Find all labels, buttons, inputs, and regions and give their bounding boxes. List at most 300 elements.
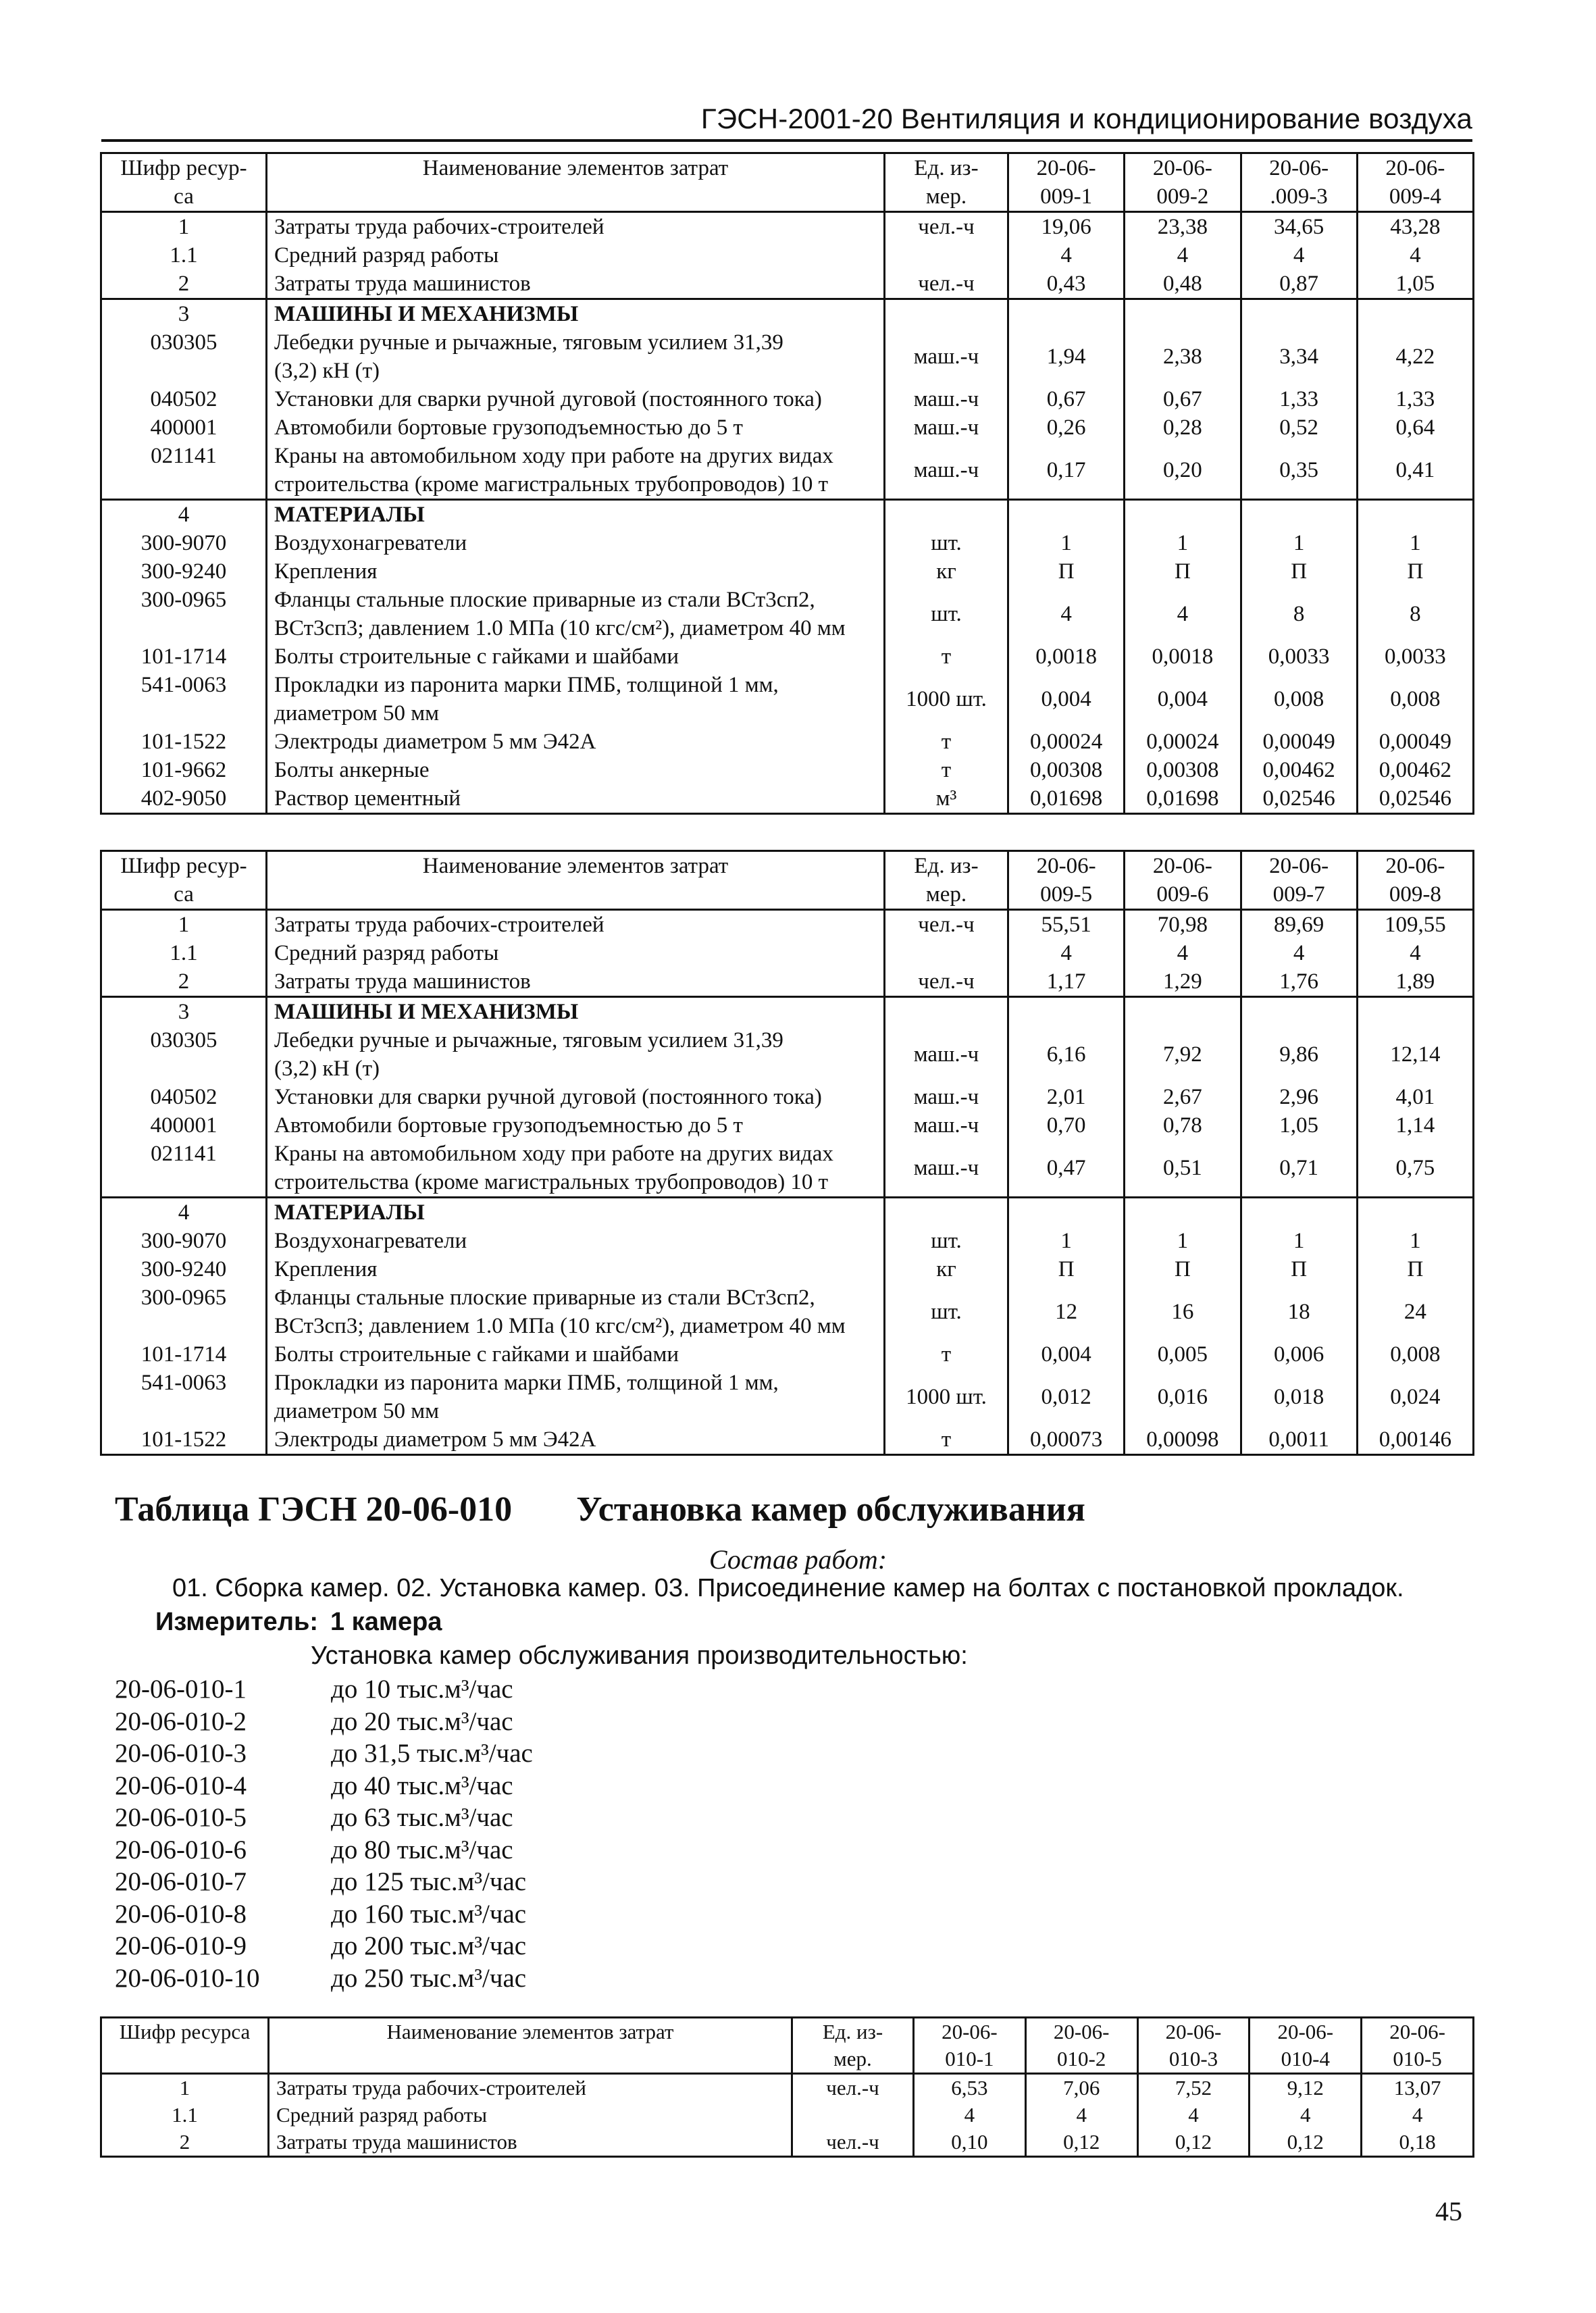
- text-line: Раствор цементный: [274, 786, 461, 811]
- norm-value: 0,006: [1241, 1340, 1357, 1369]
- header-norm-code: [1357, 851, 1473, 910]
- table-row: [101, 728, 1474, 756]
- norm-value: 6,16: [1008, 1026, 1125, 1083]
- text-line: 20-06-: [1269, 854, 1329, 878]
- empty-cell: [885, 997, 1008, 1027]
- norm-value: 55,51: [1008, 910, 1125, 940]
- norm-value: 0,43: [1008, 270, 1125, 299]
- resource-code: 400001: [101, 1111, 267, 1140]
- norm-value: 0,00146: [1357, 1425, 1473, 1455]
- norm-value: 4,01: [1357, 1083, 1473, 1111]
- resource-code: 040502: [101, 1083, 267, 1111]
- norm-value: 4: [1137, 2102, 1250, 2129]
- norm-value: 1,89: [1357, 967, 1473, 997]
- meter-label: Измеритель:: [155, 1608, 318, 1636]
- norm-value: 13,07: [1362, 2074, 1474, 2102]
- norm-value: 0,0033: [1357, 642, 1473, 671]
- norm-value: 4: [1357, 939, 1473, 967]
- text-line: 20-06-: [1385, 854, 1445, 878]
- section-title: МАТЕРИАЛЫ: [267, 500, 885, 530]
- resource-code: 101-1522: [101, 728, 267, 756]
- text-line: Болты строительные с гайками и шайбами: [274, 644, 679, 669]
- text-line: 010-3: [1168, 2047, 1218, 2070]
- text-line: Шифр ресур-: [120, 156, 247, 180]
- resource-name: [267, 756, 885, 784]
- resource-name: [267, 557, 885, 586]
- text-line: Воздухонагреватели: [274, 1229, 467, 1253]
- table-row: [101, 1283, 1474, 1340]
- norm-value: 9,12: [1250, 2074, 1362, 2102]
- text-line: Лебедки ручные и рычажные, тяговым усилием 31,39: [274, 330, 783, 355]
- norm-value: 9,86: [1241, 1026, 1357, 1083]
- norm-value: 4: [1025, 2102, 1137, 2129]
- norm-value: 1,17: [1008, 967, 1125, 997]
- page-number: 45: [1435, 2196, 1462, 2227]
- norm-value: 0,004: [1125, 671, 1241, 728]
- resource-code: 2: [101, 967, 267, 997]
- resource-code: 1: [101, 2074, 269, 2102]
- header-unit: [885, 851, 1008, 910]
- text-line: 20-06-: [1152, 854, 1212, 878]
- norm-value: П: [1125, 557, 1241, 586]
- norm-value: 3,34: [1241, 328, 1357, 385]
- norm-value: 0,87: [1241, 270, 1357, 299]
- text-line: диаметром 50 мм: [274, 701, 439, 726]
- norm-value: 23,38: [1125, 212, 1241, 242]
- resource-name: [267, 241, 885, 270]
- norm-value: 0,00462: [1357, 756, 1473, 784]
- text-line: Затраты труда рабочих-строителей: [274, 215, 604, 239]
- norm-value: 89,69: [1241, 910, 1357, 940]
- header-row: [101, 851, 1474, 910]
- norm-value: 7,92: [1125, 1026, 1241, 1083]
- norm-value: 0,20: [1125, 442, 1241, 500]
- capacity-code: 20-06-010-3: [115, 1739, 247, 1768]
- text-line: Прокладки из паронита марки ПМБ, толщиной 1 мм,: [274, 673, 779, 697]
- resource-name: [267, 1026, 885, 1083]
- resource-code: 300-9070: [101, 1227, 267, 1255]
- text-line: Затраты труда машинистов: [276, 2130, 517, 2154]
- unit: шт.: [885, 1283, 1008, 1340]
- unit: [792, 2102, 914, 2129]
- resource-code: 101-1522: [101, 1425, 267, 1455]
- resource-code: 040502: [101, 385, 267, 413]
- norm-value: 4: [1008, 939, 1125, 967]
- capacity-item: [115, 1931, 533, 1963]
- text-line: 20-06-: [1036, 854, 1096, 878]
- capacity-item: [115, 1771, 533, 1803]
- resource-name: [267, 1369, 885, 1425]
- resource-code: 300-9070: [101, 529, 267, 557]
- empty-cell: [1241, 997, 1357, 1027]
- text-line: Затраты труда машинистов: [274, 272, 531, 296]
- norm-value: 0,47: [1008, 1140, 1125, 1198]
- unit: маш.-ч: [885, 385, 1008, 413]
- resource-name: [267, 910, 885, 940]
- empty-cell: [1125, 500, 1241, 530]
- norm-value: 0,64: [1357, 413, 1473, 442]
- table-row: [101, 642, 1474, 671]
- norm-value: 0,70: [1008, 1111, 1125, 1140]
- table-row: [101, 270, 1474, 299]
- text-line: 20-06-: [1389, 2020, 1445, 2043]
- text-line: Ед. из-: [914, 854, 979, 878]
- header-unit: [792, 2018, 914, 2074]
- norm-value: 0,00073: [1008, 1425, 1125, 1455]
- norm-value: 6,53: [914, 2074, 1026, 2102]
- unit: м³: [885, 784, 1008, 814]
- norm-value: 0,26: [1008, 413, 1125, 442]
- resource-code: 1: [101, 910, 267, 940]
- capacity-item: [115, 1706, 533, 1739]
- unit: маш.-ч: [885, 1026, 1008, 1083]
- text-line: (3,2) кН (т): [274, 359, 380, 383]
- resource-code: 101-9662: [101, 756, 267, 784]
- norm-value: 24: [1357, 1283, 1473, 1340]
- resource-code: 2: [101, 270, 267, 299]
- unit: [885, 241, 1008, 270]
- norm-value: 7,52: [1137, 2074, 1250, 2102]
- table-row: [101, 529, 1474, 557]
- resource-name: [267, 642, 885, 671]
- resource-table-010-1-5: [100, 2016, 1474, 2158]
- unit: чел.-ч: [792, 2074, 914, 2102]
- norm-value: 0,00308: [1008, 756, 1125, 784]
- text-line: 010-4: [1281, 2047, 1330, 2070]
- norm-value: 1: [1125, 1227, 1241, 1255]
- text-line: 009-4: [1389, 184, 1441, 209]
- text-line: Средний разряд работы: [276, 2103, 488, 2127]
- capacity-list: [115, 1674, 533, 1995]
- resource-name: [269, 2129, 792, 2157]
- capacity-code: 20-06-010-2: [115, 1706, 247, 1736]
- norm-value: П: [1357, 1255, 1473, 1283]
- section-title: МАШИНЫ И МЕХАНИЗМЫ: [267, 299, 885, 329]
- capacity-item: [115, 1738, 533, 1771]
- norm-value: 2,38: [1125, 328, 1241, 385]
- text-line: 20-06-: [1269, 156, 1329, 180]
- text-line: Шифр ресур-: [120, 854, 247, 878]
- norm-value: 0,0033: [1241, 642, 1357, 671]
- table-row: [101, 1111, 1474, 1140]
- capacity-item: [115, 1963, 533, 1996]
- capacity-item: [115, 1835, 533, 1867]
- table-row: [101, 1425, 1474, 1455]
- norm-value: 1,29: [1125, 967, 1241, 997]
- norm-value: 1,94: [1008, 328, 1125, 385]
- norm-value: 0,52: [1241, 413, 1357, 442]
- norm-value: 8: [1357, 586, 1473, 642]
- resource-name: [267, 967, 885, 997]
- unit: кг: [885, 1255, 1008, 1283]
- table-label: Таблица ГЭСН 20-06-010: [115, 1490, 513, 1529]
- norm-value: 0,004: [1008, 1340, 1125, 1369]
- norm-value: 0,35: [1241, 442, 1357, 500]
- capacity-item: [115, 1866, 533, 1899]
- resource-code: 030305: [101, 328, 267, 385]
- resource-code: 400001: [101, 413, 267, 442]
- norm-value: 0,67: [1125, 385, 1241, 413]
- text-line: .009-3: [1270, 184, 1328, 209]
- table-row: [101, 784, 1474, 814]
- resource-code: 1.1: [101, 939, 267, 967]
- norm-value: 0,51: [1125, 1140, 1241, 1198]
- text-line: Крепления: [274, 1257, 378, 1281]
- norm-value: 0,008: [1357, 671, 1473, 728]
- norm-value: 0,75: [1357, 1140, 1473, 1198]
- norm-value: 4: [1125, 586, 1241, 642]
- norm-value: 4: [1241, 241, 1357, 270]
- norm-value: 0,016: [1125, 1369, 1241, 1425]
- text-line: Крепления: [274, 559, 378, 584]
- header-norm-code: [1125, 851, 1241, 910]
- norm-value: П: [1008, 557, 1125, 586]
- resource-table-009-1-4: [100, 152, 1474, 815]
- empty-cell: [1357, 1198, 1473, 1227]
- resource-name: [267, 1340, 885, 1369]
- resource-code: 1.1: [101, 241, 267, 270]
- resource-name: [267, 529, 885, 557]
- unit: т: [885, 642, 1008, 671]
- capacity-code: 20-06-010-4: [115, 1771, 247, 1800]
- header-unit: [885, 153, 1008, 212]
- norm-value: 4: [914, 2102, 1026, 2129]
- text-line: 009-5: [1040, 882, 1093, 907]
- header-norm-code: [1125, 153, 1241, 212]
- norm-value: 4: [1241, 939, 1357, 967]
- header-norm-code: [1025, 2018, 1137, 2074]
- composition-ops: 01. Сборка камер. 02. Установка камер. 03. Присоединение камер на болтах с постановкой прокладок.: [172, 1574, 1404, 1602]
- table-row: [101, 586, 1474, 642]
- resource-name: [267, 1283, 885, 1340]
- empty-cell: [885, 299, 1008, 329]
- unit: кг: [885, 557, 1008, 586]
- norm-value: 18: [1241, 1283, 1357, 1340]
- table-row: [101, 500, 1474, 530]
- norm-value: 8: [1241, 586, 1357, 642]
- resource-name: [267, 385, 885, 413]
- unit: шт.: [885, 586, 1008, 642]
- unit: шт.: [885, 529, 1008, 557]
- norm-value: 1,33: [1241, 385, 1357, 413]
- resource-code: 1: [101, 212, 267, 242]
- capacity-item: [115, 1674, 533, 1706]
- text-line: 010-5: [1393, 2047, 1442, 2070]
- table-row: [101, 756, 1474, 784]
- empty-cell: [1241, 1198, 1357, 1227]
- unit: маш.-ч: [885, 442, 1008, 500]
- norm-value: 1,76: [1241, 967, 1357, 997]
- text-line: 20-06-: [1277, 2020, 1334, 2043]
- empty-cell: [1008, 299, 1125, 329]
- unit: [885, 939, 1008, 967]
- text-line: 010-1: [945, 2047, 994, 2070]
- unit: маш.-ч: [885, 328, 1008, 385]
- norm-value: 0,018: [1241, 1369, 1357, 1425]
- empty-cell: [1241, 299, 1357, 329]
- running-header: [101, 103, 1472, 142]
- table-row: [101, 2074, 1474, 2102]
- text-line: Затраты труда рабочих-строителей: [276, 2076, 586, 2100]
- header-code: [101, 851, 267, 910]
- resource-code: 2: [101, 2129, 269, 2157]
- header-name: Наименование элементов затрат: [267, 153, 885, 212]
- capacity-text: до 31,5 тыс.м³/час: [331, 1739, 533, 1768]
- norm-value: 0,17: [1008, 442, 1125, 500]
- text-line: 20-06-: [1165, 2020, 1222, 2043]
- empty-cell: [1357, 299, 1473, 329]
- norm-value: 1,33: [1357, 385, 1473, 413]
- section-title: МАШИНЫ И МЕХАНИЗМЫ: [267, 997, 885, 1027]
- capacity-text: до 63 тыс.м³/час: [331, 1803, 513, 1832]
- text-line: Шифр ресурса: [119, 2020, 251, 2043]
- norm-value: 1: [1357, 529, 1473, 557]
- norm-value: 4: [1250, 2102, 1362, 2129]
- header-row: [101, 2018, 1474, 2074]
- norm-value: 4: [1125, 939, 1241, 967]
- text-line: 20-06-: [1385, 156, 1445, 180]
- resource-code: 300-9240: [101, 557, 267, 586]
- norm-value: 0,00049: [1357, 728, 1473, 756]
- resource-name: [267, 1111, 885, 1140]
- text-line: ВСт3сп3; давлением 1.0 МПа (10 кгс/см²), диаметром 40 мм: [274, 1314, 846, 1338]
- empty-cell: [1008, 997, 1125, 1027]
- norm-value: 0,0018: [1008, 642, 1125, 671]
- header-norm-code: [1008, 851, 1125, 910]
- norm-value: 0,78: [1125, 1111, 1241, 1140]
- capacity-text: до 20 тыс.м³/час: [331, 1706, 513, 1736]
- norm-value: П: [1008, 1255, 1125, 1283]
- text-line: Фланцы стальные плоские приварные из стали ВСт3сп2,: [274, 1286, 815, 1310]
- norm-value: 12,14: [1357, 1026, 1473, 1083]
- norm-value: 2,96: [1241, 1083, 1357, 1111]
- resource-code: 300-9240: [101, 1255, 267, 1283]
- resource-code: 541-0063: [101, 1369, 267, 1425]
- norm-value: 0,01698: [1008, 784, 1125, 814]
- norm-value: 0,0018: [1125, 642, 1241, 671]
- empty-cell: [1125, 997, 1241, 1027]
- norm-value: 0,005: [1125, 1340, 1241, 1369]
- table-row: [101, 385, 1474, 413]
- text-line: 009-1: [1040, 184, 1093, 209]
- text-line: 009-6: [1156, 882, 1209, 907]
- resource-name: [267, 586, 885, 642]
- table-row: [101, 241, 1474, 270]
- resource-name: [269, 2102, 792, 2129]
- meter-value: 1 камера: [330, 1608, 442, 1636]
- norm-value: 0,00098: [1125, 1425, 1241, 1455]
- text-line: Краны на автомобильном ходу при работе на других видах: [274, 1142, 833, 1166]
- unit: чел.-ч: [792, 2129, 914, 2157]
- resource-name: [269, 2074, 792, 2102]
- capacity-code: 20-06-010-1: [115, 1675, 247, 1704]
- norm-value: 0,0011: [1241, 1425, 1357, 1455]
- resource-code: 300-0965: [101, 586, 267, 642]
- text-line: 009-7: [1272, 882, 1325, 907]
- text-line: Болты анкерные: [274, 758, 430, 782]
- resource-name: [267, 442, 885, 500]
- norm-value: 2,67: [1125, 1083, 1241, 1111]
- text-line: Прокладки из паронита марки ПМБ, толщиной 1 мм,: [274, 1371, 779, 1395]
- text-line: 20-06-: [1036, 156, 1096, 180]
- norm-value: 0,01698: [1125, 784, 1241, 814]
- composition-title: Состав работ:: [709, 1544, 887, 1575]
- norm-value: П: [1241, 1255, 1357, 1283]
- resource-name: [267, 1425, 885, 1455]
- resource-name: [267, 1140, 885, 1198]
- norm-value: 12: [1008, 1283, 1125, 1340]
- norm-value: 0,41: [1357, 442, 1473, 500]
- text-line: строительства (кроме магистральных трубопроводов) 10 т: [274, 1170, 829, 1194]
- capacity-title: Установка камер обслуживания производительностью:: [311, 1642, 968, 1670]
- norm-value: 1: [1008, 529, 1125, 557]
- capacity-text: до 40 тыс.м³/час: [331, 1771, 513, 1800]
- empty-cell: [885, 1198, 1008, 1227]
- text-line: 009-8: [1389, 882, 1441, 907]
- unit: маш.-ч: [885, 1140, 1008, 1198]
- resource-name: [267, 784, 885, 814]
- resource-name: [267, 1227, 885, 1255]
- norm-value: 0,02546: [1241, 784, 1357, 814]
- text-line: 009-2: [1156, 184, 1209, 209]
- text-line: Затраты труда рабочих-строителей: [274, 913, 604, 937]
- text-line: 20-06-: [942, 2020, 998, 2043]
- norm-value: 0,10: [914, 2129, 1026, 2157]
- norm-value: 7,06: [1025, 2074, 1137, 2102]
- text-line: Установки для сварки ручной дуговой (постоянного тока): [274, 1085, 822, 1109]
- text-line: Фланцы стальные плоские приварные из стали ВСт3сп2,: [274, 588, 815, 612]
- header-norm-code: [1137, 2018, 1250, 2074]
- norm-value: 0,18: [1362, 2129, 1474, 2157]
- capacity-text: до 250 тыс.м³/час: [331, 1963, 527, 1993]
- empty-cell: [1241, 500, 1357, 530]
- resource-code: 4: [101, 1198, 267, 1227]
- meter: [155, 1608, 442, 1637]
- text-line: мер.: [833, 2047, 872, 2070]
- norm-value: 0,00308: [1125, 756, 1241, 784]
- text-line: (3,2) кН (т): [274, 1057, 380, 1081]
- text-line: 20-06-: [1152, 156, 1212, 180]
- resource-name: [267, 212, 885, 242]
- table-row: [101, 413, 1474, 442]
- unit: маш.-ч: [885, 413, 1008, 442]
- header-row: [101, 153, 1474, 212]
- resource-code: 402-9050: [101, 784, 267, 814]
- text-line: Автомобили бортовые грузоподъемностью до 5 т: [274, 1113, 743, 1138]
- table-heading: [115, 1490, 1085, 1529]
- text-line: 010-2: [1057, 2047, 1106, 2070]
- norm-value: 0,004: [1008, 671, 1125, 728]
- text-line: ВСт3сп3; давлением 1.0 МПа (10 кгс/см²), диаметром 40 мм: [274, 616, 846, 640]
- table-title: Установка камер обслуживания: [576, 1490, 1085, 1529]
- resource-code: 4: [101, 500, 267, 530]
- norm-value: 0,71: [1241, 1140, 1357, 1198]
- norm-value: 0,00024: [1008, 728, 1125, 756]
- unit: чел.-ч: [885, 212, 1008, 242]
- capacity-text: до 200 тыс.м³/час: [331, 1931, 527, 1960]
- norm-value: 4,22: [1357, 328, 1473, 385]
- capacity-item: [115, 1899, 533, 1931]
- table-row: [101, 212, 1474, 242]
- text-line: Воздухонагреватели: [274, 531, 467, 555]
- text-line: Болты строительные с гайками и шайбами: [274, 1342, 679, 1367]
- table-row: [101, 997, 1474, 1027]
- resource-table-009-5-8: [100, 850, 1474, 1456]
- unit: т: [885, 1425, 1008, 1455]
- norm-value: 109,55: [1357, 910, 1473, 940]
- header-norm-code: [914, 2018, 1026, 2074]
- header-name: Наименование элементов затрат: [267, 851, 885, 910]
